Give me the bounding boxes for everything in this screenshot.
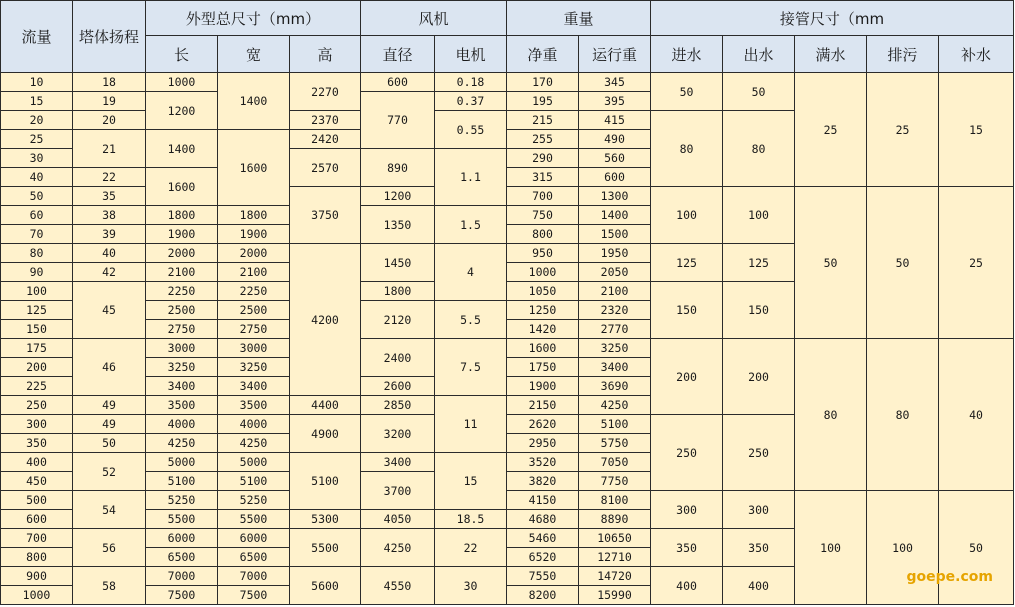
cell-length: 1400 [146, 130, 218, 168]
header-diameter: 直径 [361, 36, 435, 73]
header-net-weight: 净重 [507, 36, 579, 73]
table-row [1, 73, 1014, 92]
cell-width: 2500 [218, 301, 290, 320]
cell-flow: 600 [1, 510, 73, 529]
cell-drain: 25 [867, 73, 939, 187]
cell-op: 8890 [579, 510, 651, 529]
table-body [1, 73, 1014, 605]
cell-net: 215 [507, 111, 579, 130]
cell-diameter: 3400 [361, 453, 435, 472]
cell-motor: 30 [435, 567, 507, 605]
cell-length: 7500 [146, 586, 218, 605]
cell-head: 19 [73, 92, 146, 111]
cell-op: 12710 [579, 548, 651, 567]
cell-length: 1000 [146, 73, 218, 92]
cell-width: 2750 [218, 320, 290, 339]
cell-op: 2050 [579, 263, 651, 282]
cell-width: 5500 [218, 510, 290, 529]
cell-flow: 20 [1, 111, 73, 130]
cell-outlet: 80 [723, 111, 795, 187]
cell-head: 22 [73, 168, 146, 187]
cell-diameter: 4550 [361, 567, 435, 605]
cell-length: 2100 [146, 263, 218, 282]
cell-net: 700 [507, 187, 579, 206]
cell-diameter: 3700 [361, 472, 435, 510]
cell-height: 5600 [290, 567, 361, 605]
cell-motor: 0.37 [435, 92, 507, 111]
cell-op: 1300 [579, 187, 651, 206]
cell-net: 170 [507, 73, 579, 92]
header-operating-weight: 运行重 [579, 36, 651, 73]
cell-op: 5750 [579, 434, 651, 453]
cell-motor: 4 [435, 244, 507, 301]
cell-outlet: 350 [723, 529, 795, 567]
cell-flow: 200 [1, 358, 73, 377]
header-pipe-size: 接管尺寸（mm [651, 1, 1014, 36]
header-overflow: 满水 [795, 36, 867, 73]
cell-head: 18 [73, 73, 146, 92]
cell-drain: 100 [867, 491, 939, 605]
cell-diameter: 2400 [361, 339, 435, 377]
cell-head: 46 [73, 339, 146, 396]
cell-net: 3520 [507, 453, 579, 472]
cell-motor: 5.5 [435, 301, 507, 339]
cell-height: 4900 [290, 415, 361, 453]
cell-diameter: 4250 [361, 529, 435, 567]
cell-outlet: 250 [723, 415, 795, 491]
header-makeup: 补水 [939, 36, 1014, 73]
cell-op: 345 [579, 73, 651, 92]
cell-net: 4150 [507, 491, 579, 510]
cell-head: 20 [73, 111, 146, 130]
cell-inlet: 300 [651, 491, 723, 529]
cell-op: 7050 [579, 453, 651, 472]
cell-flow: 10 [1, 73, 73, 92]
cell-makeup: 50 [939, 491, 1014, 605]
cell-length: 4250 [146, 434, 218, 453]
cell-inlet: 125 [651, 244, 723, 282]
header-length: 长 [146, 36, 218, 73]
cell-net: 1050 [507, 282, 579, 301]
cell-width: 2250 [218, 282, 290, 301]
cell-length: 5500 [146, 510, 218, 529]
header-flow: 流量 [1, 1, 73, 73]
cell-makeup: 25 [939, 187, 1014, 339]
cell-width: 4000 [218, 415, 290, 434]
header-fan: 风机 [361, 1, 507, 36]
cell-op: 8100 [579, 491, 651, 510]
cell-net: 950 [507, 244, 579, 263]
cell-net: 3820 [507, 472, 579, 491]
cell-width: 6000 [218, 529, 290, 548]
header-weight: 重量 [507, 1, 651, 36]
cell-head: 38 [73, 206, 146, 225]
cell-op: 14720 [579, 567, 651, 586]
cell-flow: 800 [1, 548, 73, 567]
cell-flow: 15 [1, 92, 73, 111]
cell-length: 6500 [146, 548, 218, 567]
cell-diameter: 2850 [361, 396, 435, 415]
cell-op: 5100 [579, 415, 651, 434]
cell-op: 4250 [579, 396, 651, 415]
cell-diameter: 600 [361, 73, 435, 92]
cell-flow: 40 [1, 168, 73, 187]
cell-inlet: 250 [651, 415, 723, 491]
cell-flow: 125 [1, 301, 73, 320]
table-row [1, 339, 1014, 358]
cell-length: 2250 [146, 282, 218, 301]
cell-head: 50 [73, 434, 146, 453]
cell-head: 39 [73, 225, 146, 244]
cell-op: 2320 [579, 301, 651, 320]
cell-net: 6520 [507, 548, 579, 567]
cell-head: 49 [73, 396, 146, 415]
cell-op: 15990 [579, 586, 651, 605]
cell-width: 1900 [218, 225, 290, 244]
cell-height: 2570 [290, 149, 361, 187]
header-width: 宽 [218, 36, 290, 73]
cell-height: 5300 [290, 510, 361, 529]
cell-width: 2000 [218, 244, 290, 263]
cell-diameter: 2600 [361, 377, 435, 396]
cell-length: 5100 [146, 472, 218, 491]
cell-diameter: 1800 [361, 282, 435, 301]
cell-motor: 1.1 [435, 149, 507, 206]
cell-diameter: 2120 [361, 301, 435, 339]
cell-motor: 0.55 [435, 111, 507, 149]
cell-inlet: 100 [651, 187, 723, 244]
cell-width: 2100 [218, 263, 290, 282]
cell-op: 2100 [579, 282, 651, 301]
cell-width: 6500 [218, 548, 290, 567]
cell-net: 1420 [507, 320, 579, 339]
cell-length: 2000 [146, 244, 218, 263]
cell-width: 1600 [218, 130, 290, 206]
cell-diameter: 1200 [361, 187, 435, 206]
cell-inlet: 200 [651, 339, 723, 415]
cell-flow: 30 [1, 149, 73, 168]
cell-op: 10650 [579, 529, 651, 548]
cell-op: 560 [579, 149, 651, 168]
cell-outlet: 125 [723, 244, 795, 282]
cell-width: 4250 [218, 434, 290, 453]
cell-length: 2750 [146, 320, 218, 339]
cell-diameter: 1450 [361, 244, 435, 282]
cell-head: 21 [73, 130, 146, 168]
header-motor: 电机 [435, 36, 507, 73]
cell-flow: 50 [1, 187, 73, 206]
cell-op: 7750 [579, 472, 651, 491]
cell-head: 45 [73, 282, 146, 339]
cell-net: 1900 [507, 377, 579, 396]
cell-motor: 0.18 [435, 73, 507, 92]
cell-flow: 80 [1, 244, 73, 263]
cell-net: 800 [507, 225, 579, 244]
cell-op: 3400 [579, 358, 651, 377]
cell-height: 5100 [290, 453, 361, 510]
cell-length: 5000 [146, 453, 218, 472]
cell-op: 1400 [579, 206, 651, 225]
cell-net: 290 [507, 149, 579, 168]
cell-motor: 7.5 [435, 339, 507, 396]
cell-overflow: 80 [795, 339, 867, 491]
cell-flow: 500 [1, 491, 73, 510]
cell-height: 4400 [290, 396, 361, 415]
cell-op: 1950 [579, 244, 651, 263]
cell-flow: 60 [1, 206, 73, 225]
cell-diameter: 3200 [361, 415, 435, 453]
cell-length: 2500 [146, 301, 218, 320]
cell-diameter: 890 [361, 149, 435, 187]
cell-op: 1500 [579, 225, 651, 244]
cell-net: 1000 [507, 263, 579, 282]
cell-inlet: 150 [651, 282, 723, 339]
cell-flow: 450 [1, 472, 73, 491]
cell-head: 56 [73, 529, 146, 567]
cell-width: 3400 [218, 377, 290, 396]
cell-net: 750 [507, 206, 579, 225]
cell-length: 3400 [146, 377, 218, 396]
cell-length: 1900 [146, 225, 218, 244]
cell-width: 5000 [218, 453, 290, 472]
cell-length: 3250 [146, 358, 218, 377]
header-outlet: 出水 [723, 36, 795, 73]
cell-length: 1800 [146, 206, 218, 225]
cell-op: 490 [579, 130, 651, 149]
cell-height: 5500 [290, 529, 361, 567]
cell-width: 1800 [218, 206, 290, 225]
cell-height: 2270 [290, 73, 361, 111]
cell-inlet: 400 [651, 567, 723, 605]
cell-width: 5250 [218, 491, 290, 510]
cell-makeup: 15 [939, 73, 1014, 187]
cell-net: 1250 [507, 301, 579, 320]
cell-net: 2150 [507, 396, 579, 415]
cell-motor: 22 [435, 529, 507, 567]
cell-op: 3250 [579, 339, 651, 358]
cell-length: 7000 [146, 567, 218, 586]
cell-motor: 18.5 [435, 510, 507, 529]
cell-op: 3690 [579, 377, 651, 396]
cell-outlet: 400 [723, 567, 795, 605]
cell-outlet: 200 [723, 339, 795, 415]
cell-flow: 175 [1, 339, 73, 358]
watermark-logo: goepe.com [906, 569, 993, 585]
cell-op: 600 [579, 168, 651, 187]
cell-length: 6000 [146, 529, 218, 548]
cell-length: 5250 [146, 491, 218, 510]
cell-height: 2420 [290, 130, 361, 149]
cell-overflow: 50 [795, 187, 867, 339]
cell-net: 7550 [507, 567, 579, 586]
cell-motor: 11 [435, 396, 507, 453]
cell-width: 7000 [218, 567, 290, 586]
cell-net: 315 [507, 168, 579, 187]
cell-width: 3500 [218, 396, 290, 415]
cell-outlet: 100 [723, 187, 795, 244]
cell-overflow: 25 [795, 73, 867, 187]
cell-length: 1200 [146, 92, 218, 130]
cell-flow: 90 [1, 263, 73, 282]
cell-length: 3000 [146, 339, 218, 358]
cell-net: 2950 [507, 434, 579, 453]
cell-head: 49 [73, 415, 146, 434]
header-drain: 排污 [867, 36, 939, 73]
cell-head: 35 [73, 187, 146, 206]
cell-drain: 80 [867, 339, 939, 491]
cell-flow: 100 [1, 282, 73, 301]
cell-head: 58 [73, 567, 146, 605]
cell-head: 40 [73, 244, 146, 263]
cell-outlet: 150 [723, 282, 795, 339]
cell-op: 395 [579, 92, 651, 111]
cell-motor: 1.5 [435, 206, 507, 244]
table-row [1, 491, 1014, 510]
cell-net: 1600 [507, 339, 579, 358]
cell-flow: 150 [1, 320, 73, 339]
cell-height: 3750 [290, 187, 361, 244]
cell-flow: 900 [1, 567, 73, 586]
cell-makeup: 40 [939, 339, 1014, 491]
cell-drain: 50 [867, 187, 939, 339]
cell-length: 4000 [146, 415, 218, 434]
cell-net: 5460 [507, 529, 579, 548]
header-tower-head: 塔体扬程 [73, 1, 146, 73]
cell-width: 3000 [218, 339, 290, 358]
cell-net: 195 [507, 92, 579, 111]
header-inlet: 进水 [651, 36, 723, 73]
cell-flow: 350 [1, 434, 73, 453]
cell-head: 52 [73, 453, 146, 491]
cell-head: 42 [73, 263, 146, 282]
cell-inlet: 50 [651, 73, 723, 111]
cell-flow: 1000 [1, 586, 73, 605]
cell-diameter: 1350 [361, 206, 435, 244]
cell-op: 2770 [579, 320, 651, 339]
cell-width: 3250 [218, 358, 290, 377]
cell-flow: 70 [1, 225, 73, 244]
cell-flow: 300 [1, 415, 73, 434]
cell-net: 4680 [507, 510, 579, 529]
cell-overflow: 100 [795, 491, 867, 605]
cell-outlet: 50 [723, 73, 795, 111]
cell-motor: 15 [435, 453, 507, 510]
cell-flow: 225 [1, 377, 73, 396]
cell-outlet: 300 [723, 491, 795, 529]
cell-width: 1400 [218, 73, 290, 130]
cell-head: 54 [73, 491, 146, 529]
cell-diameter: 4050 [361, 510, 435, 529]
cell-width: 5100 [218, 472, 290, 491]
cell-length: 1600 [146, 168, 218, 206]
cell-op: 415 [579, 111, 651, 130]
cell-height: 2370 [290, 111, 361, 130]
cell-net: 8200 [507, 586, 579, 605]
cell-flow: 25 [1, 130, 73, 149]
cell-diameter: 770 [361, 92, 435, 149]
cell-height: 4200 [290, 244, 361, 396]
cell-net: 2620 [507, 415, 579, 434]
cell-inlet: 80 [651, 111, 723, 187]
cell-width: 7500 [218, 586, 290, 605]
cell-net: 255 [507, 130, 579, 149]
cell-flow: 250 [1, 396, 73, 415]
header-height: 高 [290, 36, 361, 73]
cell-flow: 400 [1, 453, 73, 472]
cell-length: 3500 [146, 396, 218, 415]
cell-flow: 700 [1, 529, 73, 548]
cell-inlet: 350 [651, 529, 723, 567]
header-outer-dimensions: 外型总尺寸（mm） [146, 1, 361, 36]
cell-net: 1750 [507, 358, 579, 377]
